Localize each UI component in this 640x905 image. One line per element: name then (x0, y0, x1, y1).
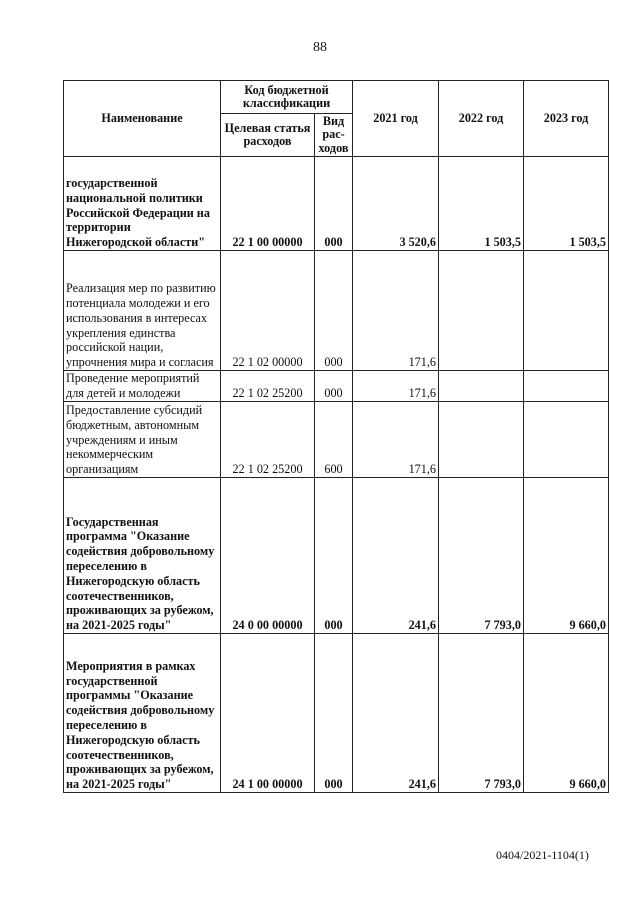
page-number: 88 (313, 40, 327, 55)
row-target-article: 22 1 02 25200 (221, 371, 315, 402)
header-budget-code: Код бюджетной классификации (221, 81, 353, 114)
row-name: Государственная программа "Оказание содействия добровольному переселению в Нижегородскую область соотечественников, проживающих за рубежом, на 2021-2025 годы" (64, 478, 221, 634)
row-value-2023 (524, 371, 609, 402)
budget-table (63, 80, 609, 793)
header-expense-type: Вид рас-ходов (315, 114, 353, 157)
row-name: государственной национальной политики Российской Федерации на территории Нижегородской области" (64, 157, 221, 251)
row-value-2023 (524, 251, 609, 371)
header-year-2021: 2021 год (353, 81, 439, 157)
row-value-2022 (439, 251, 524, 371)
row-value-2021: 171,6 (353, 371, 439, 402)
row-value-2023: 9 660,0 (524, 478, 609, 634)
document-code: 0404/2021-1104(1) (496, 848, 589, 862)
header-year-2022: 2022 год (439, 81, 524, 157)
row-value-2023: 9 660,0 (524, 634, 609, 793)
row-name: Предоставление субсидий бюджетным, автономным учреждениям и иным некоммерческим организациям (64, 402, 221, 478)
row-value-2022 (439, 371, 524, 402)
row-expense-type: 600 (315, 402, 353, 478)
row-value-2022: 7 793,0 (439, 478, 524, 634)
row-value-2021: 3 520,6 (353, 157, 439, 251)
row-value-2021: 241,6 (353, 478, 439, 634)
row-target-article: 24 0 00 00000 (221, 478, 315, 634)
table-row (64, 478, 609, 634)
table-row (64, 157, 609, 251)
row-value-2023: 1 503,5 (524, 157, 609, 251)
header-year-2023: 2023 год (524, 81, 609, 157)
row-name: Проведение мероприятий для детей и молодежи (64, 371, 221, 402)
row-expense-type: 000 (315, 157, 353, 251)
header-name: Наименование (64, 81, 221, 157)
row-value-2022: 7 793,0 (439, 634, 524, 793)
row-name: Реализация мер по развитию потенциала молодежи и его использования в интересах укрепления единства российской нации, упрочнения мира и согласия (64, 251, 221, 371)
row-expense-type: 000 (315, 251, 353, 371)
row-value-2022: 1 503,5 (439, 157, 524, 251)
row-target-article: 24 1 00 00000 (221, 634, 315, 793)
table-row (64, 634, 609, 793)
row-expense-type: 000 (315, 634, 353, 793)
row-value-2022 (439, 402, 524, 478)
row-value-2021: 171,6 (353, 251, 439, 371)
table-row (64, 251, 609, 371)
row-target-article: 22 1 02 00000 (221, 251, 315, 371)
row-value-2021: 171,6 (353, 402, 439, 478)
table-row (64, 402, 609, 478)
row-expense-type: 000 (315, 371, 353, 402)
row-target-article: 22 1 00 00000 (221, 157, 315, 251)
row-target-article: 22 1 02 25200 (221, 402, 315, 478)
table-row (64, 371, 609, 402)
table-body (64, 157, 609, 793)
row-expense-type: 000 (315, 478, 353, 634)
header-target-article: Целевая статья расходов (221, 114, 315, 157)
row-value-2021: 241,6 (353, 634, 439, 793)
row-name: Мероприятия в рамках государственной программы "Оказание содействия добровольному переселению в Нижегородскую область соотечественников, проживающих за рубежом, на 2021-2025 годы" (64, 634, 221, 793)
row-value-2023 (524, 402, 609, 478)
